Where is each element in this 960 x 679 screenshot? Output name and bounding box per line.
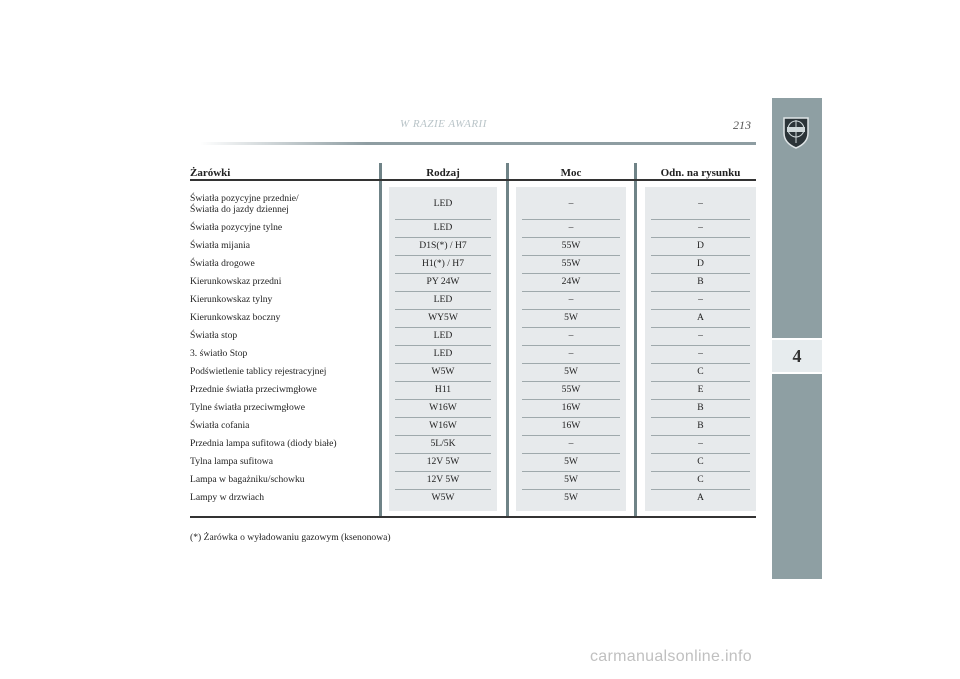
cell-bulb-name: Światła cofania: [190, 420, 250, 431]
column-separator: [506, 163, 509, 517]
cell-type: LED: [433, 198, 453, 209]
cell-type: 12V 5W: [426, 474, 460, 485]
cell-ref: A: [697, 312, 704, 323]
cell-ref: –: [698, 438, 703, 449]
cell-ref: D: [697, 240, 704, 251]
cell-ref: B: [697, 402, 704, 413]
cell-bulb-name: Światła mijania: [190, 240, 250, 251]
cell-bulb-name: Kierunkowskaz boczny: [190, 312, 281, 323]
row-divider: [522, 309, 620, 310]
cell-bulb-name: Światła drogowe: [190, 258, 255, 269]
row-divider: [395, 309, 491, 310]
column-header-ref: Odn. na rysunku: [660, 167, 741, 179]
row-divider: [522, 435, 620, 436]
cell-type: W5W: [431, 492, 455, 503]
row-divider: [522, 363, 620, 364]
cell-bulb-name: Światła stop: [190, 330, 238, 341]
cell-power: 5W: [564, 312, 578, 323]
cell-power: 16W: [561, 402, 581, 413]
row-divider: [651, 255, 750, 256]
row-divider: [395, 381, 491, 382]
cell-type: LED: [433, 294, 453, 305]
row-divider: [651, 237, 750, 238]
cell-ref: –: [698, 198, 703, 209]
column-separator: [634, 163, 637, 517]
cell-ref: B: [697, 276, 704, 287]
row-divider: [522, 417, 620, 418]
row-divider: [522, 219, 620, 220]
cell-bulb-name: Światła pozycyjne przednie/ Światła do jazdy dziennej: [190, 193, 299, 215]
row-divider: [395, 291, 491, 292]
cell-type: LED: [433, 330, 453, 341]
row-divider: [395, 327, 491, 328]
cell-ref: C: [697, 474, 704, 485]
cell-power: 55W: [561, 384, 581, 395]
cell-ref: –: [698, 222, 703, 233]
table-bottom-rule: [190, 516, 756, 518]
row-divider: [395, 417, 491, 418]
cell-bulb-name: Przednia lampa sufitowa (diody białe): [190, 438, 337, 449]
cell-power: –: [568, 348, 574, 359]
row-divider: [395, 219, 491, 220]
cell-type: WY5W: [428, 312, 458, 323]
row-divider: [651, 309, 750, 310]
row-divider: [522, 237, 620, 238]
header-divider: [200, 142, 756, 145]
row-divider: [522, 255, 620, 256]
cell-type: LED: [433, 348, 453, 359]
row-divider: [651, 345, 750, 346]
cell-power: –: [568, 438, 574, 449]
row-divider: [522, 399, 620, 400]
row-divider: [651, 327, 750, 328]
cell-bulb-name: Lampa w bagażniku/schowku: [190, 474, 305, 485]
cell-ref: –: [698, 294, 703, 305]
cell-bulb-name: Tylne światła przeciwmgłowe: [190, 402, 305, 413]
chapter-number: 4: [772, 338, 822, 374]
watermark: carmanualsonline.info: [590, 648, 752, 665]
footnote: (*) Żarówka o wyładowaniu gazowym (ksenonowa): [190, 532, 391, 543]
cell-bulb-name: Kierunkowskaz przedni: [190, 276, 282, 287]
row-divider: [395, 273, 491, 274]
cell-power: 5W: [564, 366, 578, 377]
row-divider: [395, 255, 491, 256]
row-divider: [395, 237, 491, 238]
cell-type: 5L/5K: [430, 438, 456, 449]
cell-bulb-name: 3. światło Stop: [190, 348, 248, 359]
row-divider: [651, 471, 750, 472]
cell-bulb-name: Światła pozycyjne tylne: [190, 222, 283, 233]
row-divider: [651, 381, 750, 382]
row-divider: [651, 399, 750, 400]
cell-power: 5W: [564, 474, 578, 485]
cell-ref: A: [697, 492, 704, 503]
cell-ref: B: [697, 420, 704, 431]
cell-type: H11: [434, 384, 452, 395]
row-divider: [395, 453, 491, 454]
cell-type: H1(*) / H7: [421, 258, 465, 269]
cell-ref: D: [697, 258, 704, 269]
row-divider: [522, 471, 620, 472]
row-divider: [395, 489, 491, 490]
row-divider: [522, 291, 620, 292]
row-divider: [651, 363, 750, 364]
column-separator: [379, 163, 382, 517]
cell-type: PY 24W: [426, 276, 460, 287]
cell-bulb-name: Przednie światła przeciwmgłowe: [190, 384, 317, 395]
column-header-bulbs: Żarówki: [190, 167, 231, 179]
row-divider: [395, 363, 491, 364]
row-divider: [651, 417, 750, 418]
row-divider: [395, 471, 491, 472]
cell-type: D1S(*) / H7: [419, 240, 467, 251]
cell-power: –: [568, 294, 574, 305]
row-divider: [522, 273, 620, 274]
row-divider: [395, 435, 491, 436]
cell-power: –: [568, 198, 574, 209]
cell-ref: –: [698, 348, 703, 359]
cell-power: 16W: [561, 420, 581, 431]
cell-power: 5W: [564, 492, 578, 503]
cell-bulb-name: Tylna lampa sufitowa: [190, 456, 273, 467]
cell-ref: C: [697, 366, 704, 377]
section-title: W RAZIE AWARII: [400, 118, 487, 130]
cell-ref: C: [697, 456, 704, 467]
cell-power: –: [568, 222, 574, 233]
cell-power: 55W: [561, 240, 581, 251]
column-header-type: Rodzaj: [426, 167, 460, 179]
row-divider: [651, 291, 750, 292]
row-divider: [522, 453, 620, 454]
cell-type: LED: [433, 222, 453, 233]
cell-ref: –: [698, 330, 703, 341]
row-divider: [395, 345, 491, 346]
cell-power: –: [568, 330, 574, 341]
cell-type: W16W: [429, 402, 457, 413]
cell-power: 24W: [561, 276, 581, 287]
row-divider: [651, 219, 750, 220]
cell-type: W16W: [429, 420, 457, 431]
row-divider: [651, 489, 750, 490]
lancia-logo-icon: [781, 115, 811, 149]
cell-power: 55W: [561, 258, 581, 269]
row-divider: [651, 453, 750, 454]
cell-bulb-name: Lampy w drzwiach: [190, 492, 265, 503]
row-divider: [522, 345, 620, 346]
row-divider: [522, 381, 620, 382]
row-divider: [651, 273, 750, 274]
cell-bulb-name: Kierunkowskaz tylny: [190, 294, 273, 305]
header-rule: [190, 179, 756, 181]
page-number: 213: [733, 118, 751, 132]
cell-power: 5W: [564, 456, 578, 467]
row-divider: [651, 435, 750, 436]
row-divider: [522, 489, 620, 490]
cell-type: 12V 5W: [426, 456, 460, 467]
column-header-power: Moc: [560, 167, 582, 179]
row-divider: [522, 327, 620, 328]
cell-bulb-name: Podświetlenie tablicy rejestracyjnej: [190, 366, 327, 377]
cell-ref: E: [697, 384, 704, 395]
row-divider: [395, 399, 491, 400]
cell-type: W5W: [431, 366, 455, 377]
